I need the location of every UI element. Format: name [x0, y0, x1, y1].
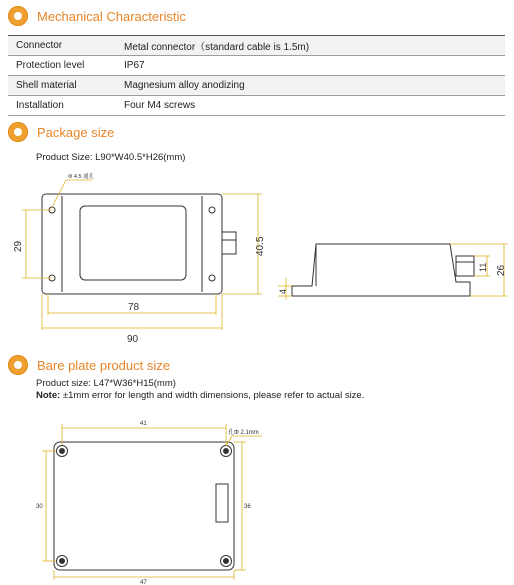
side-connector: [456, 256, 474, 276]
spec-value: IP67: [116, 56, 505, 76]
bare-connector: [216, 484, 228, 522]
spec-key: Shell material: [8, 76, 116, 96]
dim-hole: Φ 4.5 通孔: [68, 174, 95, 180]
spec-value: Magnesium alloy anodizing: [116, 76, 505, 96]
package-outline: [42, 194, 222, 294]
side-outline: [292, 244, 470, 296]
dim-inner-width: 78: [128, 302, 140, 313]
bare-product-size: Product size: L47*W36*H15(mm): [36, 378, 176, 389]
package-dimension-guides: [22, 180, 262, 330]
note-label: Note:: [36, 390, 61, 401]
package-side-view: [292, 244, 474, 296]
spec-key: Protection level: [8, 56, 116, 76]
mount-hole: [209, 275, 215, 281]
dim-side-height: 26: [496, 264, 507, 276]
dim-bare-right: 36: [244, 504, 251, 510]
spec-value: Metal connector（standard cable is 1.5m): [116, 36, 505, 56]
mount-hole: [209, 207, 215, 213]
section-title: Package size: [37, 124, 115, 140]
dim-bare-bottom: 47: [140, 580, 147, 585]
dim-left-height: 29: [13, 240, 24, 252]
dim-side-base: 4: [278, 288, 288, 294]
package-connector: [222, 232, 236, 254]
dim-bare-left: 30: [36, 504, 43, 510]
dim-right-height: 40.5: [255, 236, 266, 256]
section-title: Mechanical Characteristic: [37, 8, 186, 24]
dim-side-connector: 11: [478, 262, 488, 272]
bare-plate-view: [54, 442, 234, 570]
spec-value: Four M4 screws: [116, 96, 505, 116]
dim-total-width: 90: [127, 334, 139, 345]
package-product-size: Product Size: L90*W40.5*H26(mm): [36, 152, 186, 163]
bare-plate-outline: [54, 442, 234, 570]
package-top-view: [42, 194, 236, 294]
dim-bare-top: 41: [140, 421, 147, 427]
dim-bare-hole: 孔Φ 2.1mm: [228, 430, 259, 436]
section-title: Bare plate product size: [37, 357, 170, 373]
spec-key: Installation: [8, 96, 116, 116]
note-text: ±1mm error for length and width dimensions, please refer to actual size.: [60, 390, 365, 401]
package-lid: [80, 206, 186, 280]
spec-key: Connector: [8, 36, 116, 56]
